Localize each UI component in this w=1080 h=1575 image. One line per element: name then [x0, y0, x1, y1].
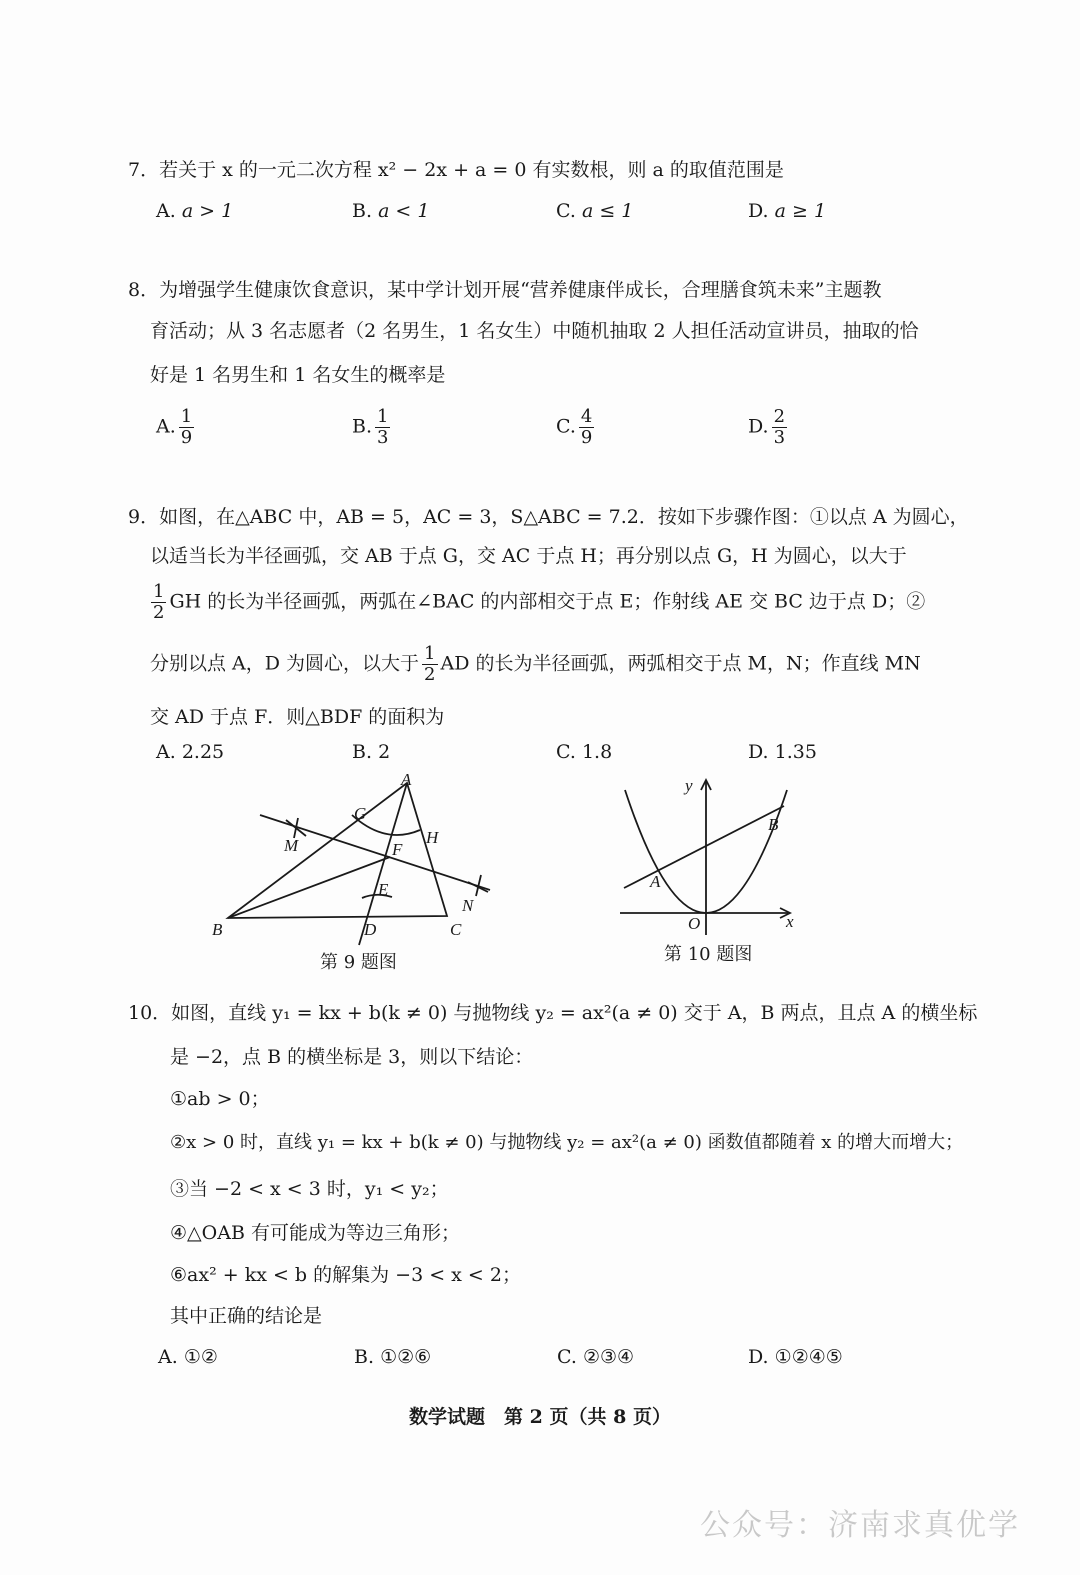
watermark: 公众号：济南求真优学: [700, 1508, 1020, 1543]
figure-10: [620, 780, 790, 935]
option-label: B.: [354, 1346, 375, 1368]
option-value: 2: [378, 741, 391, 763]
denominator: 2: [424, 664, 436, 685]
label-h: H: [426, 828, 439, 847]
label-point-b: B: [768, 815, 779, 834]
label-a: A: [401, 770, 412, 789]
numerator: 1: [180, 406, 193, 427]
q10-stem-line1: 10．如图，直线 y₁ = kx + b(k ≠ 0) 与抛物线 y₂ = ax²(a ≠ 0) 交于 A，B 两点，且点 A 的横坐标: [128, 1002, 978, 1024]
label-c: C: [450, 920, 462, 939]
label-e: E: [378, 880, 389, 899]
denominator: 2: [153, 602, 165, 623]
option-value: a > 1: [181, 200, 234, 222]
label-d: D: [364, 920, 377, 939]
option-value: a < 1: [378, 200, 430, 222]
q10-option-d: [748, 1344, 843, 1370]
page-footer: 数学试题 第 2 页（共 8 页）: [409, 1406, 671, 1428]
line-text: 分别以点 A，D 为圆心，以大于: [150, 652, 420, 675]
q10-option-a: [158, 1344, 218, 1370]
option-value: 2.25: [181, 741, 225, 763]
numerator: 1: [424, 643, 436, 664]
numerator: 4: [580, 406, 593, 427]
line-text: GH 的长为半径画弧，两弧在∠BAC 的内部相交于点 E；作射线 AE 交 BC 边于点 D；②: [169, 590, 926, 613]
segment-bf: [228, 857, 390, 918]
option-label: B.: [352, 741, 373, 763]
label-b: B: [212, 920, 223, 939]
option-value: ①②④⑤: [774, 1346, 843, 1368]
label-g: G: [354, 804, 367, 823]
label-n: N: [462, 896, 474, 915]
option-label: B.: [352, 200, 373, 222]
figure-9-caption: 第 9 题图: [320, 952, 397, 973]
line-ab: [624, 806, 784, 888]
line-text: AD 的长为半径画弧，两弧相交于点 M，N；作直线 MN: [440, 652, 921, 675]
label-o: O: [688, 914, 701, 933]
q10-stem-line2: 是 −2，点 B 的横坐标是 3，则以下结论：: [170, 1046, 534, 1068]
denominator: 9: [180, 427, 193, 448]
arc-mark-m: [286, 818, 306, 838]
option-value: a ≥ 1: [774, 200, 827, 222]
option-label: A.: [158, 1346, 178, 1368]
option-label: D.: [748, 415, 769, 438]
q10-conclusion-1: ①ab > 0；: [170, 1088, 270, 1110]
option-label: C.: [556, 200, 576, 222]
q10-prompt: 其中正确的结论是: [170, 1305, 323, 1327]
q9-stem-line1: 9．如图，在△ABC 中，AB = 5，AC = 3，S△ABC = 7.2．按如下步骤作图：①以点 A 为圆心，: [128, 506, 969, 528]
option-value: ①②: [183, 1346, 218, 1368]
option-label: A.: [156, 741, 176, 763]
option-value: ①②⑥: [380, 1346, 432, 1368]
q9-stem-line2: 以适当长为半径画弧，交 AB 于点 G，交 AC 于点 H；再分别以点 G，H 为圆心，以大于: [150, 545, 907, 567]
denominator: 3: [773, 427, 786, 448]
figure-10-caption: 第 10 题图: [664, 944, 753, 965]
label-point-a: A: [650, 872, 661, 891]
option-label: D.: [748, 200, 769, 222]
q8-stem-line1: 8．为增强学生健康饮食意识，某中学计划开展“营养健康伴成长，合理膳食筑未来”主题教: [128, 279, 882, 301]
denominator: 3: [377, 427, 389, 448]
option-label: C.: [557, 1346, 577, 1368]
arc-mark-n: [468, 875, 488, 896]
denominator: 9: [580, 427, 593, 448]
q8-stem-line2: 育活动；从 3 名志愿者（2 名男生，1 名女生）中随机抽取 2 人担任活动宣讲员，抽取的恰: [150, 320, 919, 342]
option-label: A.: [156, 200, 176, 222]
label-y: y: [685, 776, 693, 795]
option-value: 1.35: [774, 741, 817, 763]
option-label: A.: [156, 415, 176, 438]
label-m: M: [284, 836, 299, 855]
q10-conclusion-4: ④△OAB 有可能成为等边三角形；: [170, 1222, 460, 1244]
option-label: B.: [352, 415, 373, 438]
q10-conclusion-3: ③当 −2 < x < 3 时，y₁ < y₂；: [170, 1178, 449, 1200]
numerator: 1: [377, 406, 389, 427]
numerator: 1: [153, 581, 165, 602]
q10-option-b: [354, 1344, 431, 1370]
option-value: ②③④: [582, 1346, 635, 1368]
option-label: D.: [748, 741, 769, 763]
option-value: 1.8: [581, 741, 613, 763]
label-f: F: [392, 840, 403, 859]
option-label: C.: [556, 741, 576, 763]
option-label: C.: [556, 415, 576, 438]
q10-conclusion-2: ②x > 0 时，直线 y₁ = kx + b(k ≠ 0) 与抛物线 y₂ = ax²(a ≠ 0) 函数值都随着 x 的增大而增大；: [170, 1132, 964, 1153]
triangle-abc: [228, 783, 447, 918]
q7-stem: 7．若关于 x 的一元二次方程 x² − 2x + a = 0 有实数根，则 a 的取值范围是: [128, 159, 784, 181]
label-x: x: [786, 912, 794, 931]
q9-stem-line5: 交 AD 于点 F．则△BDF 的面积为: [150, 706, 445, 728]
option-label: D.: [748, 1346, 769, 1368]
q8-stem-line3: 好是 1 名男生和 1 名女生的概率是: [150, 364, 446, 386]
q10-conclusion-5: ⑥ax² + kx < b 的解集为 −3 < x < 2；: [170, 1264, 521, 1286]
numerator: 2: [773, 406, 786, 427]
q10-option-c: [557, 1344, 634, 1370]
option-value: a ≤ 1: [581, 200, 634, 222]
